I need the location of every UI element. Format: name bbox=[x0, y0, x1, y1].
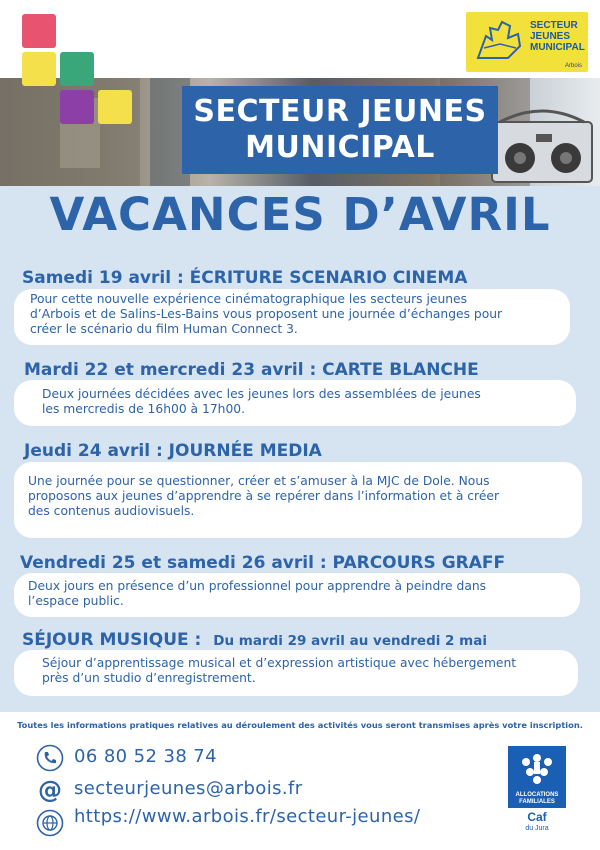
globe-icon bbox=[36, 809, 64, 837]
event-1-title: Samedi 19 avril : ÉCRITURE SCENARIO CINEMA bbox=[22, 268, 468, 288]
square-yellow bbox=[22, 52, 56, 86]
caf-logo bbox=[508, 746, 566, 838]
square-purple bbox=[60, 90, 94, 124]
email-icon bbox=[36, 776, 64, 804]
event-3-title: Jeudi 24 avril : JOURNÉE MEDIA bbox=[24, 441, 322, 461]
logo-text bbox=[530, 20, 588, 53]
event-2-line-2: les mercredis de 16h00 à 17h00. bbox=[42, 402, 245, 416]
square-green bbox=[60, 52, 94, 86]
title-box bbox=[182, 86, 498, 174]
phone-number[interactable]: 06 80 52 38 74 bbox=[74, 746, 218, 767]
event-5-line-2: près d’un studio d’enregistrement. bbox=[42, 671, 256, 685]
event-3-line-1: Une journée pour se questionner, créer et s’amuser à la MJC de Dole. Nous bbox=[28, 474, 490, 488]
event-5-name: SÉJOUR MUSIQUE : bbox=[22, 630, 202, 650]
logo-line-3: MUNICIPAL bbox=[530, 42, 585, 53]
caf-line-2: FAMILIALES bbox=[519, 799, 555, 805]
secteur-jeunes-logo bbox=[466, 12, 588, 72]
event-5-description bbox=[14, 650, 578, 696]
logo-line-2: JEUNES bbox=[530, 31, 571, 42]
event-3-description bbox=[14, 462, 582, 538]
event-4-line-2: l’espace public. bbox=[28, 594, 124, 608]
title-line-2: MUNICIPAL bbox=[245, 130, 435, 165]
main-title: VACANCES D’AVRIL bbox=[49, 188, 551, 241]
info-notice: Toutes les informations pratiques relatives au déroulement des activités vous seront transmises après votre inscription. bbox=[17, 720, 583, 730]
logo-city: Arbois bbox=[564, 63, 582, 69]
website-url[interactable]: https://www.arbois.fr/secteur-jeunes/ bbox=[74, 806, 421, 827]
square-yellow-2 bbox=[98, 90, 132, 124]
square-red bbox=[22, 14, 56, 48]
caf-brand-box bbox=[508, 808, 566, 838]
event-1-line-2: d’Arbois et de Salins-Les-Bains vous proposent une journée d’échanges pour bbox=[30, 307, 503, 321]
phone-icon bbox=[36, 744, 64, 772]
title-line-1: SECTEUR JEUNES bbox=[193, 94, 487, 129]
event-4-title: Vendredi 25 et samedi 26 avril : PARCOURS GRAFF bbox=[20, 553, 506, 573]
caf-line-1: ALLOCATIONS bbox=[515, 792, 559, 798]
event-2-description bbox=[14, 380, 576, 426]
logo-line-1: SECTEUR bbox=[530, 20, 578, 31]
email-address[interactable]: secteurjeunes@arbois.fr bbox=[74, 778, 303, 799]
boombox-icon bbox=[492, 111, 592, 182]
family-figures-icon bbox=[508, 750, 566, 790]
event-1-line-3: créer le scénario du film Human Connect 3. bbox=[30, 322, 298, 336]
event-5-title bbox=[22, 630, 487, 650]
color-squares-logo bbox=[22, 14, 132, 124]
event-5-dates: Du mardi 29 avril au vendredi 2 mai bbox=[213, 633, 487, 649]
svg-text:@: @ bbox=[38, 776, 62, 804]
caf-brand: Caf bbox=[527, 810, 547, 824]
hands-icon bbox=[472, 18, 528, 64]
event-5-line-1: Séjour d’apprentissage musical et d’expression artistique avec hébergement bbox=[42, 656, 517, 670]
event-3-line-3: des contenus audiovisuels. bbox=[28, 504, 195, 518]
event-1-line-1: Pour cette nouvelle expérience cinématographique les secteurs jeunes bbox=[30, 292, 468, 306]
event-4-line-1: Deux jours en présence d’un professionnel pour apprendre à peindre dans bbox=[28, 579, 487, 593]
event-3-line-2: proposons aux jeunes d’apprendre à se repérer dans l’information et à créer bbox=[28, 489, 500, 503]
event-4-description bbox=[14, 573, 580, 617]
caf-region: du Jura bbox=[525, 825, 549, 832]
event-1-description bbox=[14, 289, 570, 345]
event-2-line-1: Deux journées décidées avec les jeunes lors des assemblées de jeunes bbox=[42, 387, 481, 401]
event-2-title: Mardi 22 et mercredi 23 avril : CARTE BLANCHE bbox=[24, 360, 479, 380]
